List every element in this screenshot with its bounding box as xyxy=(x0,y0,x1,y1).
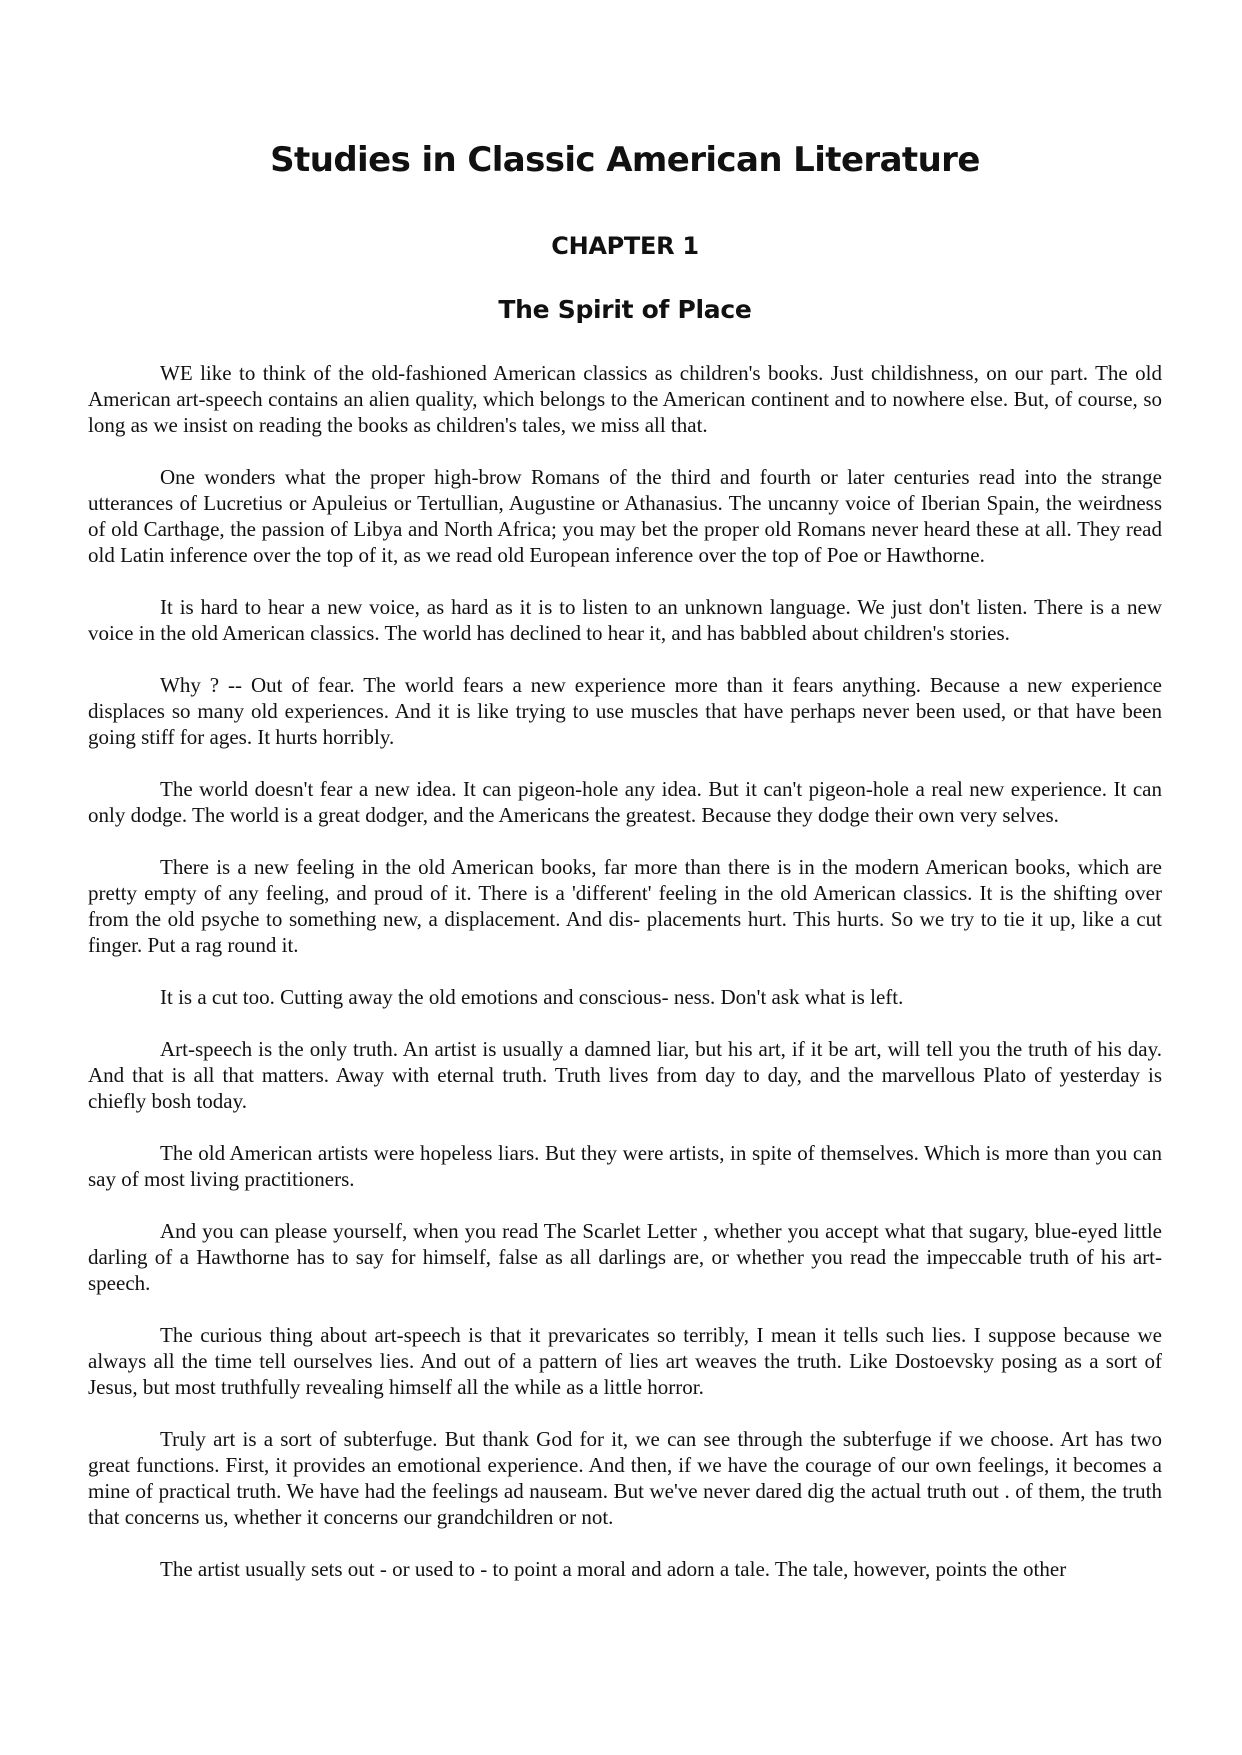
paragraph: The curious thing about art-speech is that it prevaricates so terribly, I mean it tells such lies. I suppose because we always all the time tell ourselves lies. And out of a pattern of lies art weaves the truth. Like Dostoevsky posing as a sort of Jesus, but most truthfully revealing himself all the while as a little horror. xyxy=(88,1323,1162,1399)
paragraph: WE like to think of the old-fashioned American classics as children's books. Just childishness, on our part. The old American art-speech contains an alien quality, which belongs to the American continent and to nowhere else. But, of course, so long as we insist on reading the books as children's tales, we miss all that. xyxy=(88,361,1162,437)
body-text xyxy=(88,360,1162,1582)
paragraph: There is a new feeling in the old American books, far more than there is in the modern American books, which are pretty empty of any feeling, and proud of it. There is a 'different' feeling in the old American classics. It is the shifting over from the old psyche to something new, a displacement. And dis- placements hurt. This hurts. So we try to tie it up, like a cut finger. Put a rag round it. xyxy=(88,855,1162,957)
paragraph: Why ? -- Out of fear. The world fears a new experience more than it fears anything. Because a new experience displaces so many old experiences. And it is like trying to use muscles that have perhaps never been used, or that have been going stiff for ages. It hurts horribly. xyxy=(88,673,1162,749)
paragraph: One wonders what the proper high-brow Romans of the third and fourth or later centuries read into the strange utterances of Lucretius or Apuleius or Tertullian, Augustine or Athanasius. The uncanny voice of Iberian Spain, the weirdness of old Carthage, the passion of Libya and North Africa; you may bet the proper old Romans never heard these at all. They read old Latin inference over the top of it, as we read old European inference over the top of Poe or Hawthorne. xyxy=(88,465,1162,567)
paragraph: Art-speech is the only truth. An artist is usually a damned liar, but his art, if it be art, will tell you the truth of his day. And that is all that matters. Away with eternal truth. Truth lives from day to day, and the marvellous Plato of yesterday is chiefly bosh today. xyxy=(88,1037,1162,1113)
paragraph: The artist usually sets out - or used to - to point a moral and adorn a tale. The tale, however, points the other xyxy=(160,1557,1067,1581)
chapter-title: The Spirit of Place xyxy=(498,295,752,324)
paragraph: And you can please yourself, when you read The Scarlet Letter , whether you accept what that sugary, blue-eyed little darling of a Hawthorne has to say for himself, false as all darlings are, or whether you read the impeccable truth of his art-speech. xyxy=(88,1219,1162,1295)
paragraph: The world doesn't fear a new idea. It can pigeon-hole any idea. But it can't pigeon-hole a real new experience. It can only dodge. The world is a great dodger, and the Americans the greatest. Because they dodge their own very selves. xyxy=(88,777,1162,827)
paragraph: It is a cut too. Cutting away the old emotions and conscious- ness. Don't ask what is left. xyxy=(160,985,904,1009)
chapter-number: CHAPTER 1 xyxy=(551,232,699,260)
paragraph: It is hard to hear a new voice, as hard as it is to listen to an unknown language. We just don't listen. There is a new voice in the old American classics. The world has declined to hear it, and has babbled about children's stories. xyxy=(88,595,1162,645)
paragraph: Truly art is a sort of subterfuge. But thank God for it, we can see through the subterfuge if we choose. Art has two great functions. First, it provides an emotional experience. And then, if we have the courage of our own feelings, it becomes a mine of practical truth. We have had the feelings ad nauseam. But we've never dared dig the actual truth out . of them, the truth that concerns us, whether it concerns our grandchildren or not. xyxy=(88,1427,1162,1529)
paragraph: The old American artists were hopeless liars. But they were artists, in spite of themselves. Which is more than you can say of most living practitioners. xyxy=(88,1141,1162,1191)
book-title: Studies in Classic American Literature xyxy=(270,140,980,180)
